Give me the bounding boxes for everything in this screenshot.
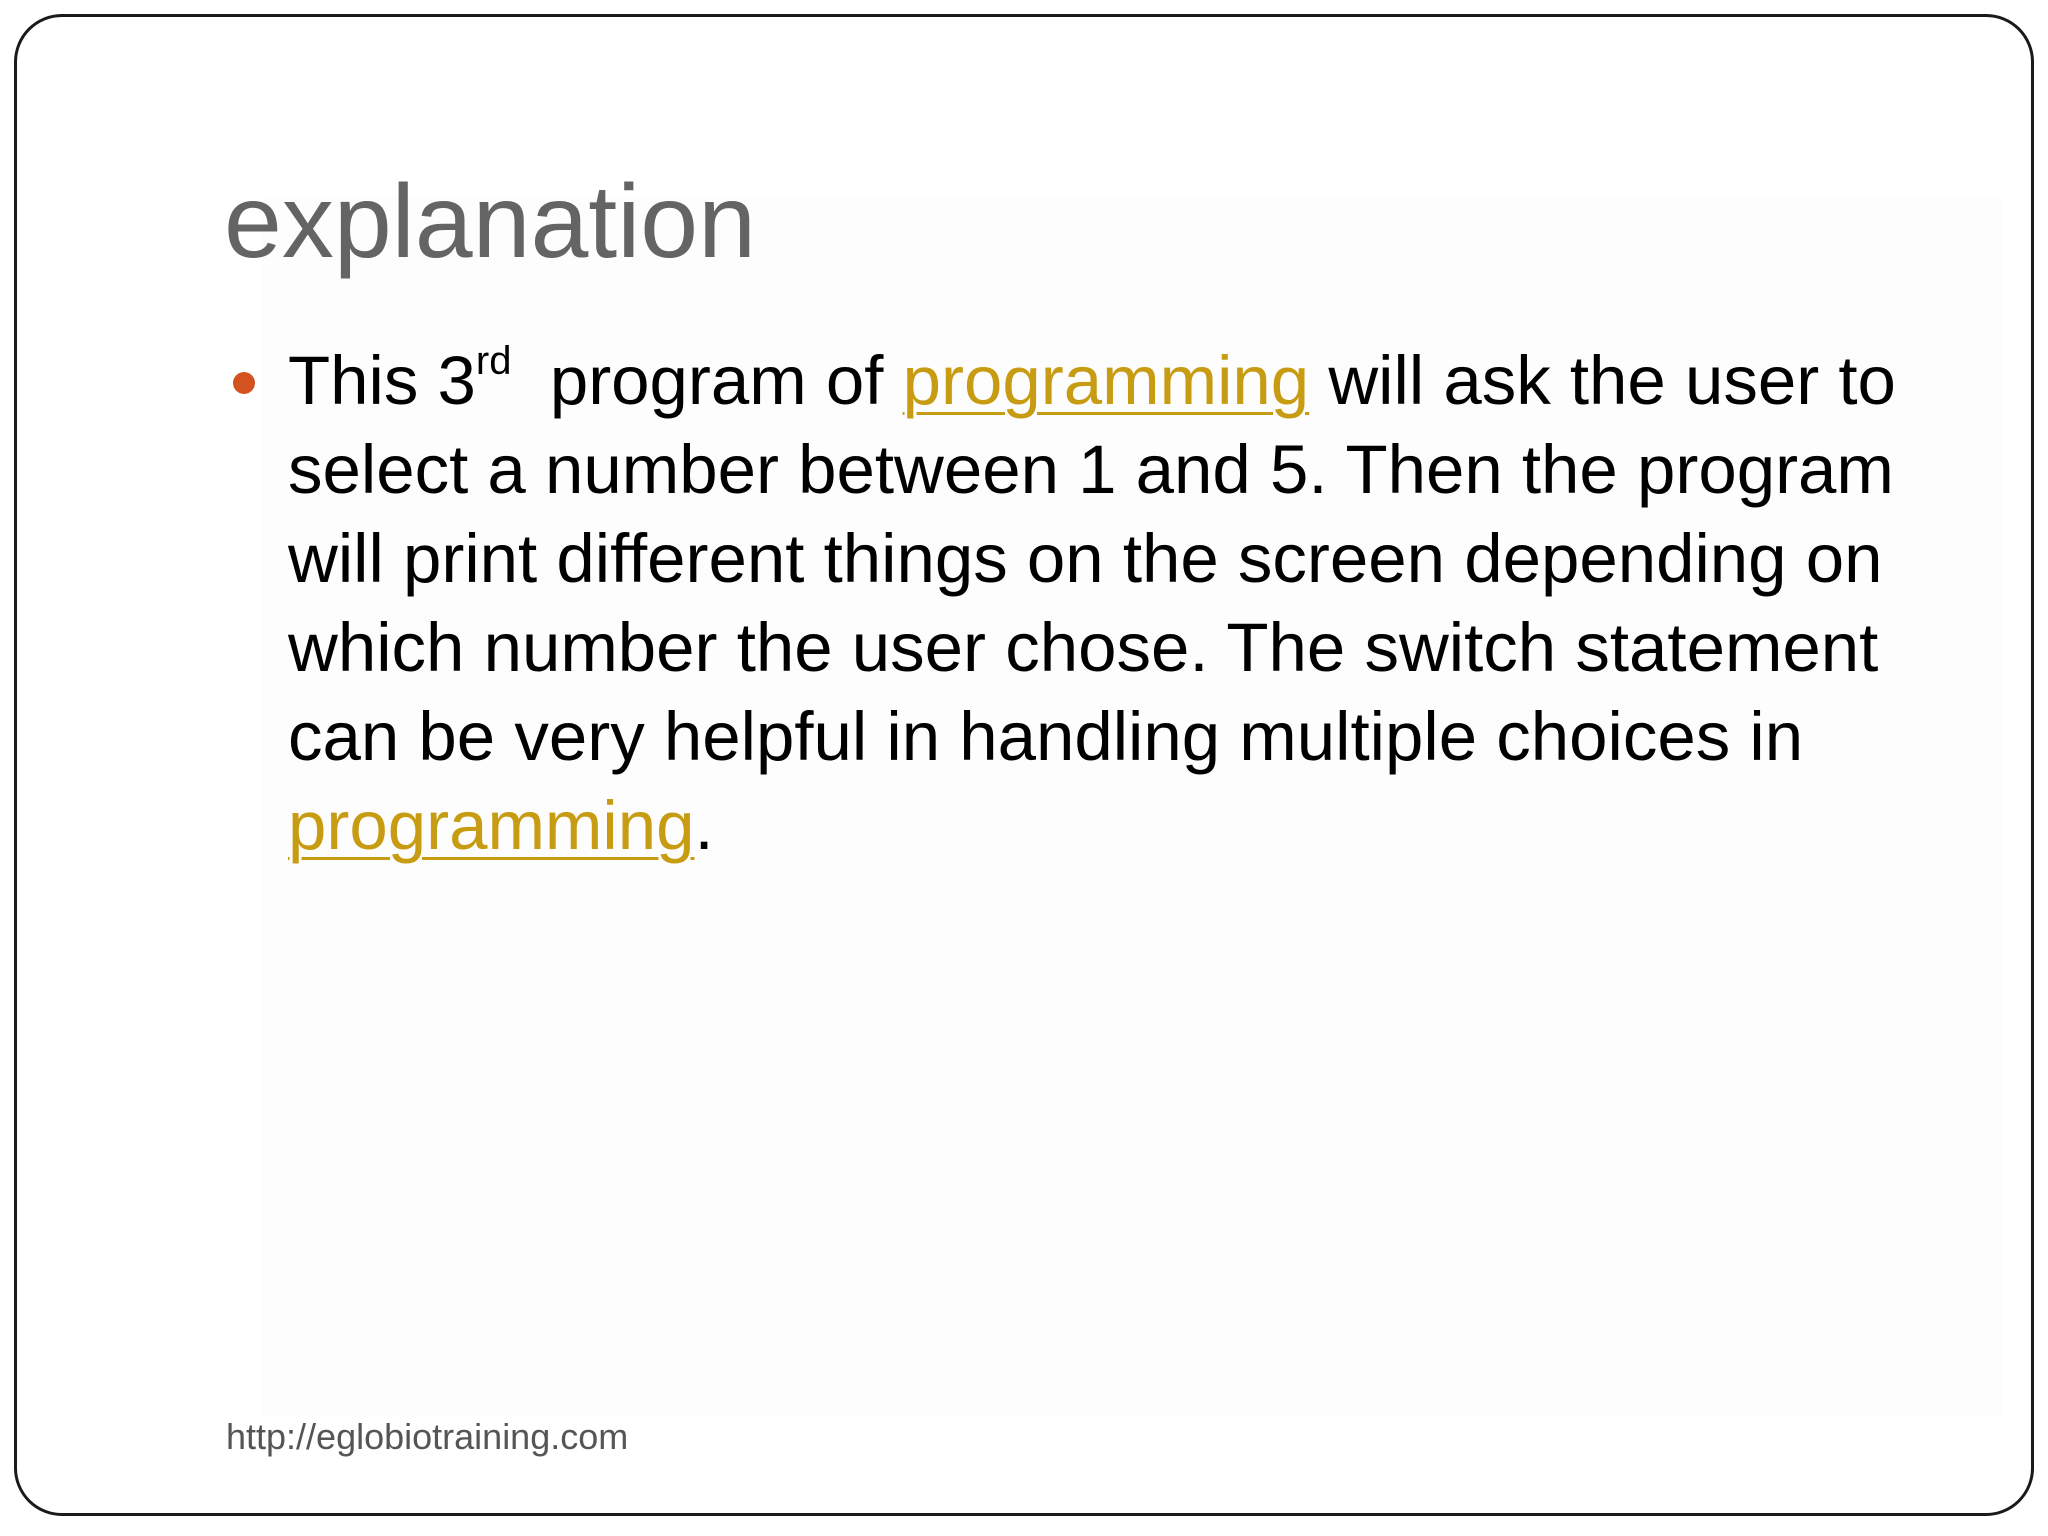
bullet-text-3: will ask the user to select a number between 1 and 5. Then the program will print different things on the screen depending on which number the user chose. The switch statement can be very helpful in handling multiple choices in: [288, 342, 1896, 775]
ordinal-superscript: rd: [475, 339, 512, 383]
programming-link-1[interactable]: programming: [902, 342, 1310, 419]
bullet-dot-icon: [233, 372, 255, 394]
programming-link-2[interactable]: programming: [288, 787, 695, 864]
bullet-list: [288, 336, 1908, 870]
bullet-text-2: program of: [511, 342, 903, 419]
slide-title: explanation: [224, 164, 756, 280]
bullet-text-1: This 3: [288, 342, 476, 419]
bullet-text-4: .: [694, 787, 714, 864]
bullet-item: [288, 336, 1908, 870]
footer-url: http://eglobiotraining.com: [226, 1416, 629, 1457]
